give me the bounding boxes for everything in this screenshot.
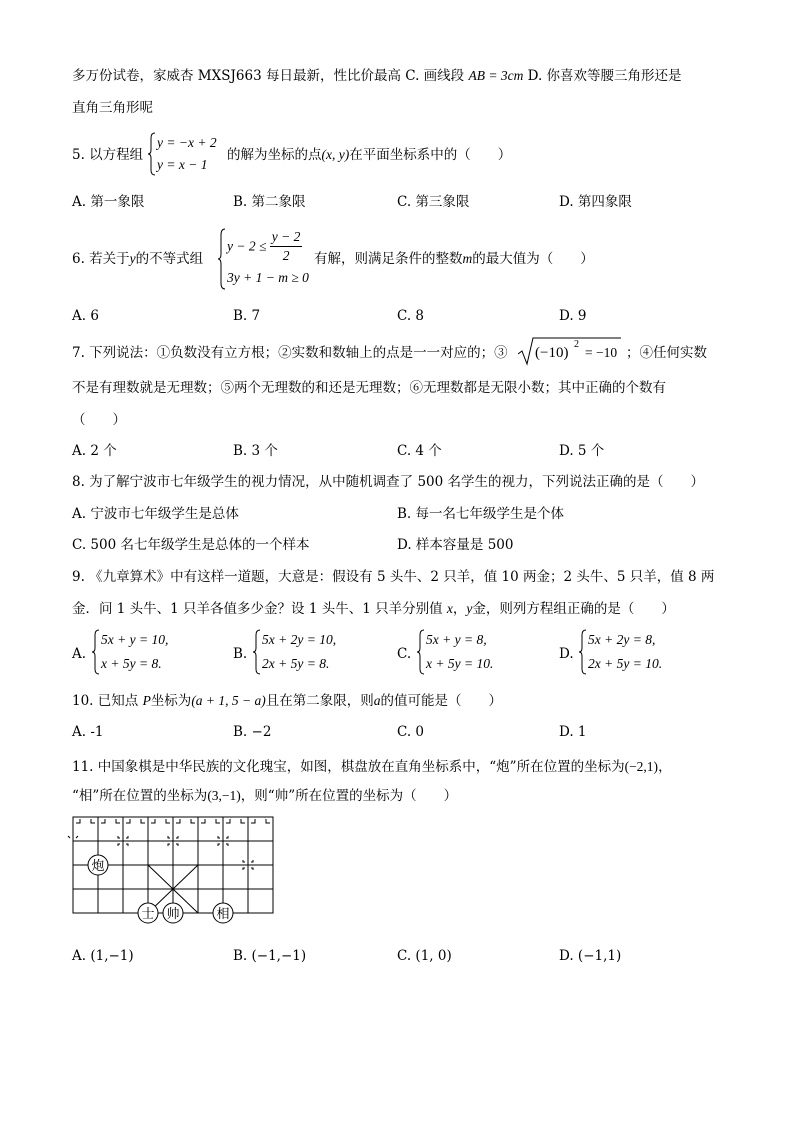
q6-eq1 [227, 228, 302, 265]
q6-eq2: 3y + 1 − m ≥ 0 [227, 270, 309, 285]
q6-param: m [462, 251, 473, 266]
q9-option-d-label: D. [559, 646, 574, 662]
q10-option-c[interactable]: C. 0 [397, 724, 425, 740]
intro-line-2: 直角三角形呢 [72, 100, 153, 116]
piece-shuai-label: 帅 [166, 907, 180, 922]
q7-rhs: = −10 [585, 345, 618, 360]
q6-option-a[interactable]: A. 6 [72, 308, 99, 324]
q9-option-b-eq1: 5x + 2y = 10, [262, 632, 337, 647]
q7-option-b[interactable]: B. 3 个 [233, 443, 278, 459]
q7-line-1a: 7. 下列说法：①负数没有立方根；②实数和数轴上的点是一一对应的；③ [72, 345, 508, 361]
q5-eq1: y = −x + 2 [157, 135, 217, 150]
q8-option-b[interactable]: B. 每一名七年级学生是个体 [397, 506, 565, 522]
q11-option-b[interactable]: B. (−1,−1) [233, 948, 307, 964]
q11-line-2 [72, 787, 457, 805]
q11-line-1a: 11. 中国象棋是中华民族的文化瑰宝，如图，棋盘放在直角坐标系中，“炮”所在位置的坐标为 [72, 759, 625, 775]
q6-fraction-num: y − 2 [270, 228, 303, 247]
q9-option-d-brace [579, 629, 587, 675]
q5-prefix: 5. 以方程组 [72, 147, 144, 163]
q5-option-d[interactable]: D. 第四象限 [559, 194, 632, 210]
q10-mid2: 且在第二象限，则 [265, 693, 374, 709]
q7-line-1b: ；④任何实数 [626, 345, 707, 361]
q9-var-x: x [446, 601, 453, 616]
q5-option-b[interactable]: B. 第二象限 [233, 194, 306, 210]
q11-line-1 [72, 758, 672, 776]
piece-xiang-label: 相 [216, 907, 230, 922]
q6-fraction-den: 2 [282, 248, 290, 263]
q6-prefix [72, 250, 203, 268]
q8-stem: 8. 为了解宁波市七年级学生的视力情况，从中随机调查了 500 名学生的视力，下列说法正确的是（ ） [72, 474, 705, 490]
piece-xiang [213, 903, 233, 923]
q11-line-1b: ， [658, 759, 672, 775]
q10-option-b[interactable]: B. −2 [233, 724, 272, 740]
q9-option-a-eq2: x + 5y = 8. [101, 656, 162, 671]
q9-option-c-brace [417, 629, 425, 675]
q7-exponent: 2 [574, 339, 579, 350]
q11-coord1: (−2,1) [624, 759, 659, 774]
q9-line-2c: 金，则列方程组正确的是（ ） [472, 601, 675, 617]
q9-line-2 [72, 600, 675, 618]
q11-line-2b: ，则“帅”所在位置的坐标为（ ） [240, 788, 458, 804]
q8-option-d[interactable]: D. 样本容量是 500 [397, 537, 514, 553]
q9-option-d-eq2: 2x + 5y = 10. [588, 656, 663, 671]
q9-option-a-label: A. [72, 646, 87, 662]
q11-option-d[interactable]: D. (−1,1) [559, 948, 622, 964]
q6-eq1-left: y − 2 ≤ [227, 238, 267, 254]
q5-suffix-a: 的解为坐标的点 [227, 147, 322, 163]
q5-eq2: y = x − 1 [157, 157, 208, 172]
q9-option-a-brace [92, 629, 100, 675]
q7-line-3: （ ） [72, 412, 126, 428]
q10-option-d[interactable]: D. 1 [559, 724, 587, 740]
q6-option-c[interactable]: C. 8 [397, 308, 425, 324]
piece-pao [88, 855, 108, 875]
intro-text-b: D. 你喜欢等腰三角形还是 [527, 68, 682, 84]
intro-math: AB = 3cm [468, 68, 524, 83]
q11-option-a[interactable]: A. (1,−1) [72, 948, 134, 964]
q7-radicand: (−10) [535, 345, 569, 361]
q10-coord: (a + 1, 5 − a) [191, 693, 266, 708]
q10-mid: 坐标为 [150, 693, 192, 709]
q10-suffix: 的值可能是（ ） [380, 693, 503, 709]
q9-var-y: y [466, 601, 473, 616]
q10-option-a[interactable]: A. -1 [72, 724, 104, 740]
q9-option-b-eq2: 2x + 5y = 8. [262, 656, 330, 671]
q10-stem [72, 692, 502, 710]
q9-comma: ， [452, 601, 467, 617]
q8-option-c[interactable]: C. 500 名七年级学生是总体的一个样本 [72, 537, 310, 553]
q5-suffix [227, 146, 511, 164]
q10-prefix: 10. 已知点 [72, 693, 139, 709]
xiangqi-board-figure [60, 810, 290, 930]
q5-point: (x, y) [321, 147, 350, 162]
q5-option-a[interactable]: A. 第一象限 [72, 194, 145, 210]
piece-shuai [163, 903, 183, 923]
q10-var: a [373, 693, 381, 708]
q6-suffix-a: 有解，则满足条件的整数 [314, 251, 463, 267]
q7-line-2: 不是有理数就是无理数；⑤两个无理数的和还是无理数；⑥无理数都是无限小数；其中正确的个数有 [72, 380, 666, 396]
q6-option-d[interactable]: D. 9 [559, 308, 587, 324]
q9-option-b-label: B. [233, 646, 248, 662]
q9-option-c-eq1: 5x + y = 8, [426, 632, 487, 647]
q7-option-a[interactable]: A. 2 个 [72, 443, 117, 459]
piece-pao-label: 炮 [91, 859, 105, 874]
q6-option-b[interactable]: B. 7 [233, 308, 261, 324]
q10-point: P [142, 693, 151, 708]
q6-suffix [314, 250, 594, 268]
q6-suffix-b: 的最大值为（ ） [472, 251, 594, 267]
q8-option-a[interactable]: A. 宁波市七年级学生是总体 [72, 506, 239, 522]
q5-option-c[interactable]: C. 第三象限 [397, 194, 470, 210]
q6-brace [218, 228, 226, 290]
piece-shi-label: 士 [141, 907, 155, 922]
q9-option-a-eq1: 5x + y = 10, [101, 632, 169, 647]
q9-option-c-eq2: x + 5y = 10. [426, 656, 494, 671]
q6-fraction [270, 228, 303, 265]
q7-option-d[interactable]: D. 5 个 [559, 443, 605, 459]
q9-line-2a: 金．问 1 头牛、1 只羊各值多少金？设 1 头牛、1 只羊分别值 [72, 601, 443, 617]
q6-prefix-text: 6. 若关于 [72, 251, 130, 267]
q9-option-d-eq1: 5x + 2y = 8, [588, 632, 656, 647]
q9-line-1: 9. 《九章算术》中有这样一道题，大意是：假设有 5 头牛、2 只羊，值 10 两金；2 头牛、5 只羊，值 8 两 [72, 569, 715, 585]
q6-var: y [129, 251, 136, 266]
intro-line-1 [72, 67, 682, 85]
q5-suffix-b: 在平面坐标系中的（ ） [349, 147, 512, 163]
q5-brace [148, 132, 156, 176]
q6-mid: 的不等式组 [135, 251, 204, 267]
q11-option-c[interactable]: C. (1, 0) [397, 948, 452, 964]
piece-shi [138, 903, 158, 923]
intro-text-a: 多万份试卷，家威杏 MXSJ663 每日最新，性比价最高 C. 画线段 [72, 68, 465, 84]
q7-option-c[interactable]: C. 4 个 [397, 443, 442, 459]
q11-coord2: (3,−1) [207, 788, 241, 803]
q9-option-c-label: C. [397, 646, 412, 662]
q11-line-2a: “相”所在位置的坐标为 [72, 788, 208, 804]
q9-option-b-brace [253, 629, 261, 675]
